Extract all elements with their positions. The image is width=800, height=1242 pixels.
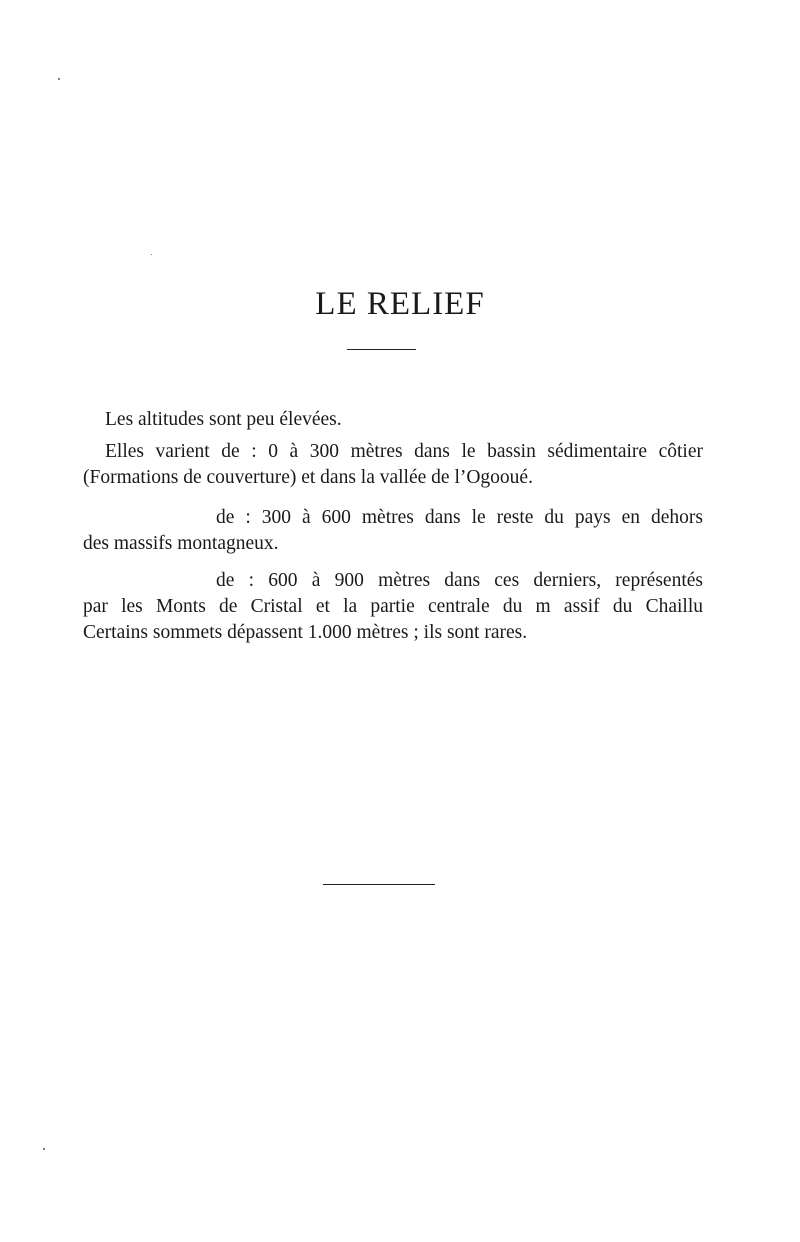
paragraph-line: de : 600 à 900 mètres dans ces derniers, représentés	[216, 570, 703, 591]
paragraph-line: de : 300 à 600 mètres dans le reste du pays en dehors	[216, 507, 703, 528]
paragraph-altitude-range-low	[83, 439, 703, 491]
paragraph-line: des massifs montagneux.	[83, 533, 279, 554]
title-divider	[347, 349, 416, 350]
paragraph-line: (Formations de couverture) et dans la vallée de l’Ogooué.	[83, 467, 533, 488]
scan-speck	[151, 254, 152, 255]
scan-speck	[58, 78, 60, 80]
section-end-divider	[323, 884, 435, 885]
page-title: LE RELIEF	[315, 286, 485, 322]
paragraph-line: Elles varient de : 0 à 300 mètres dans le bassin sédimentaire côtier	[105, 441, 703, 462]
paragraph-line: Certains sommets dépassent 1.000 mètres ; ils sont rares.	[83, 622, 528, 643]
paragraph-altitude-range-high	[83, 568, 703, 646]
paragraph-altitudes-intro	[83, 407, 703, 433]
scan-speck	[43, 1148, 45, 1150]
paragraph-altitude-range-mid	[83, 505, 703, 557]
paragraph-line: par les Monts de Cristal et la partie centrale du m assif du Chaillu	[83, 596, 703, 617]
paragraph-line: Les altitudes sont peu élevées.	[105, 409, 342, 430]
